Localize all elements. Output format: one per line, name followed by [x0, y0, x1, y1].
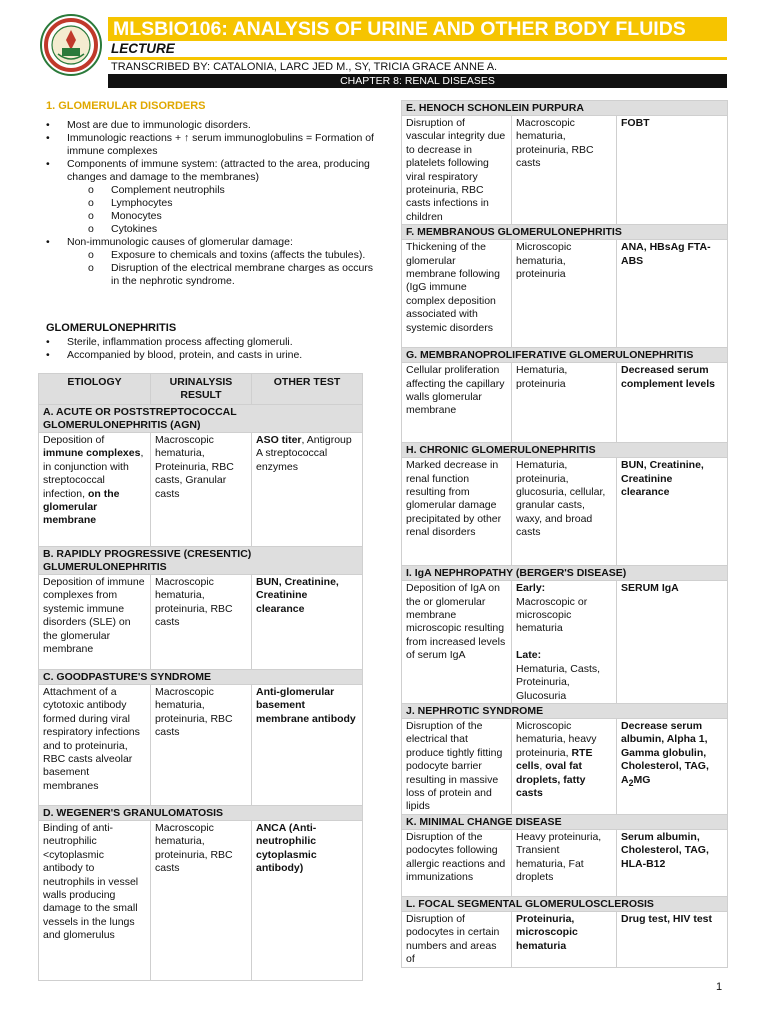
disease-title: E. HENOCH SCHONLEIN PURPURA — [402, 101, 728, 116]
list-item: • Sterile, inflammation process affecting glomeruli. — [46, 336, 293, 348]
section-title-glomerular-disorders: 1. GLOMERULAR DISORDERS — [46, 100, 206, 112]
list-item: • Components of immune system: (attracted to the area, producing changes and damage to the membranes) — [46, 158, 370, 183]
urinalysis-cell: Heavy proteinuria, Transient hematuria, Fat droplets — [512, 829, 617, 896]
disease-title-row — [39, 547, 363, 575]
urinalysis-cell: Early: Macroscopic or microscopic hematuria Late: Hematuria, Casts, Proteinuria, Glucosuria — [512, 581, 617, 704]
renal-disease-table-right — [401, 100, 728, 968]
glomerular-bullets — [46, 119, 376, 288]
table-row — [39, 575, 363, 670]
etiology-cell: Cellular proliferation affecting the capillary walls glomerular membrane — [402, 363, 512, 443]
urinalysis-cell: Microscopic hematuria, heavy proteinuria, RTE cells, oval fat droplets, fatty casts — [512, 718, 617, 814]
disease-title-row — [402, 814, 728, 829]
glomerulonephritis-title: GLOMERULONEPHRITIS — [46, 322, 177, 334]
university-seal-logo — [40, 14, 102, 76]
other-test-cell: SERUM IgA — [617, 581, 728, 704]
table-row — [402, 911, 728, 967]
other-test-cell: Decreased serum complement levels — [617, 363, 728, 443]
table-header-row — [39, 374, 363, 405]
disease-title: F. MEMBRANOUS GLOMERULONEPHRITIS — [402, 225, 728, 240]
disease-title-row — [39, 405, 363, 433]
etiology-cell: Binding of anti-neutrophilic <cytoplasmic antibody to neutrophils in vessel walls producing damage to the small vessels in the lungs and glomerulus — [39, 821, 151, 981]
list-item: • Most are due to immunologic disorders. — [46, 119, 251, 131]
etiology-header: ETIOLOGY — [39, 374, 151, 405]
etiology-cell: Deposition of immune complexes, in conjunction with streptococcal infection, on the glomerular membrane — [39, 433, 151, 547]
table-row — [402, 116, 728, 225]
glomerulonephritis-bullets — [46, 336, 376, 362]
urinalysis-cell: Macroscopic hematuria, proteinuria, RBC casts — [512, 116, 617, 225]
transcribed-by: TRANSCRIBED BY: CATALONIA, LARC JED M., SY, TRICIA GRACE ANNE A. — [111, 61, 498, 73]
etiology-cell: Disruption of the electrical that produce tightly fitting podocyte barrier resulting in massive loss of protein and lipids — [402, 718, 512, 814]
table-row — [402, 363, 728, 443]
etiology-cell: Thickening of the glomerular membrane following (IgG immune complex deposition associated with systemic disorders — [402, 240, 512, 348]
etiology-cell: Marked decrease in renal function resulting from glomerular damage precipitated by other renal disorders — [402, 458, 512, 566]
etiology-cell: Deposition of immune complexes from systemic immune disorders (SLE) on the glomerular membrane — [39, 575, 151, 670]
disease-title-row — [402, 348, 728, 363]
other-test-cell: Serum albumin, Cholesterol, TAG, HLA-B12 — [617, 829, 728, 896]
etiology-cell: Disruption of the podocytes following allergic reactions and immunizations — [402, 829, 512, 896]
disease-title: B. RAPIDLY PROGRESSIVE (CRESENTIC) GLUMERULONEPHRITIS — [39, 547, 363, 575]
sub-list-item: o Monocytes — [88, 210, 162, 222]
list-item: • Non-immunologic causes of glomerular damage: — [46, 236, 293, 248]
other-test-cell: Drug test, HIV test — [617, 911, 728, 967]
disease-title: I. IgA NEPHROPATHY (BERGER'S DISEASE) — [402, 566, 728, 581]
disease-title-row — [39, 806, 363, 821]
other-test-cell: Anti-glomerular basement membrane antibody — [252, 685, 363, 806]
disease-title-row — [402, 443, 728, 458]
etiology-cell: Deposition of IgA on the or glomerular membrane microscopic resulting from increased levels of serum IgA — [402, 581, 512, 704]
other-test-cell: ANCA (Anti-neutrophilic cytoplasmic antibody) — [252, 821, 363, 981]
urinalysis-header: URINALYSIS RESULT — [151, 374, 252, 405]
chapter-title: CHAPTER 8: RENAL DISEASES — [108, 74, 727, 88]
urinalysis-cell: Macroscopic hematuria, proteinuria, RBC casts — [151, 575, 252, 670]
table-row — [39, 821, 363, 981]
other-test-cell: Decrease serum albumin, Alpha 1, Gamma globulin, Cholesterol, TAG, $A_2MG$ — [617, 718, 728, 814]
list-item: • Immunologic reactions + ↑ serum immunoglobulins = Formation of immune complexes — [46, 132, 374, 157]
sub-list-item: o Exposure to chemicals and toxins (affects the tubules). — [88, 249, 366, 261]
sub-list-item: o Complement neutrophils — [88, 184, 225, 196]
disease-title: J. NEPHROTIC SYNDROME — [402, 703, 728, 718]
disease-title: H. CHRONIC GLOMERULONEPHRITIS — [402, 443, 728, 458]
disease-title-row — [39, 670, 363, 685]
other-test-cell: FOBT — [617, 116, 728, 225]
urinalysis-cell: Macroscopic hematuria, Proteinuria, RBC casts, Granular casts — [151, 433, 252, 547]
disease-title: K. MINIMAL CHANGE DISEASE — [402, 814, 728, 829]
table-row — [402, 829, 728, 896]
sub-list-item: o Cytokines — [88, 223, 158, 235]
other-test-header: OTHER TEST — [252, 374, 363, 405]
urinalysis-cell: Hematuria, proteinuria, glucosuria, cellular, granular casts, waxy, and broad casts — [512, 458, 617, 566]
disease-title: L. FOCAL SEGMENTAL GLOMERULOSCLEROSIS — [402, 896, 728, 911]
document-title: MLSBIO106: ANALYSIS OF URINE AND OTHER BODY FLUIDS — [108, 17, 727, 41]
disease-title-row — [402, 566, 728, 581]
other-test-cell: ASO titer, Antigroup A streptococcal enzymes — [252, 433, 363, 547]
urinalysis-cell: Microscopic hematuria, proteinuria — [512, 240, 617, 348]
sub-list-item: o Disruption of the electrical membrane charges as occurs in the nephrotic syndrome. — [88, 262, 374, 287]
other-test-cell: BUN, Creatinine, Creatinine clearance — [252, 575, 363, 670]
table-row — [402, 581, 728, 704]
renal-disease-table-left — [38, 373, 363, 981]
table-row — [402, 718, 728, 814]
sub-list-item: o Lymphocytes — [88, 197, 173, 209]
urinalysis-cell: Macroscopic hematuria, proteinuria, RBC casts — [151, 685, 252, 806]
table-row — [402, 458, 728, 566]
disease-title: A. ACUTE OR POSTSTREPTOCOCCAL GLOMERULONEPHRITIS (AGN) — [39, 405, 363, 433]
disease-title: D. WEGENER'S GRANULOMATOSIS — [39, 806, 363, 821]
disease-title-row — [402, 703, 728, 718]
etiology-cell: Disruption of vascular integrity due to decrease in platelets following viral respiratory proteinuria, RBC casts infections in children — [402, 116, 512, 225]
table-row — [39, 685, 363, 806]
list-item: • Accompanied by blood, protein, and casts in urine. — [46, 349, 303, 361]
urinalysis-cell: Hematuria, proteinuria — [512, 363, 617, 443]
etiology-cell: Disruption of podocytes in certain numbers and areas of — [402, 911, 512, 967]
urinalysis-cell: Macroscopic hematuria, proteinuria, RBC casts — [151, 821, 252, 981]
other-test-cell: ANA, HBsAg FTA-ABS — [617, 240, 728, 348]
disease-title-row — [402, 225, 728, 240]
table-row — [39, 433, 363, 547]
disease-title: C. GOODPASTURE'S SYNDROME — [39, 670, 363, 685]
page-number: 1 — [716, 981, 723, 993]
disease-title-row — [402, 896, 728, 911]
document-subtitle: LECTURE — [111, 41, 175, 56]
disease-title: G. MEMBRANOPROLIFERATIVE GLOMERULONEPHRITIS — [402, 348, 728, 363]
table-row — [402, 240, 728, 348]
disease-title-row — [402, 101, 728, 116]
header-rule — [108, 57, 727, 60]
urinalysis-cell: Proteinuria, microscopic hematuria — [512, 911, 617, 967]
other-test-cell: BUN, Creatinine, Creatinine clearance — [617, 458, 728, 566]
etiology-cell: Attachment of a cytotoxic antibody formed during viral respiratory infections and to proteinuria, RBC casts alveolar basement membranes — [39, 685, 151, 806]
